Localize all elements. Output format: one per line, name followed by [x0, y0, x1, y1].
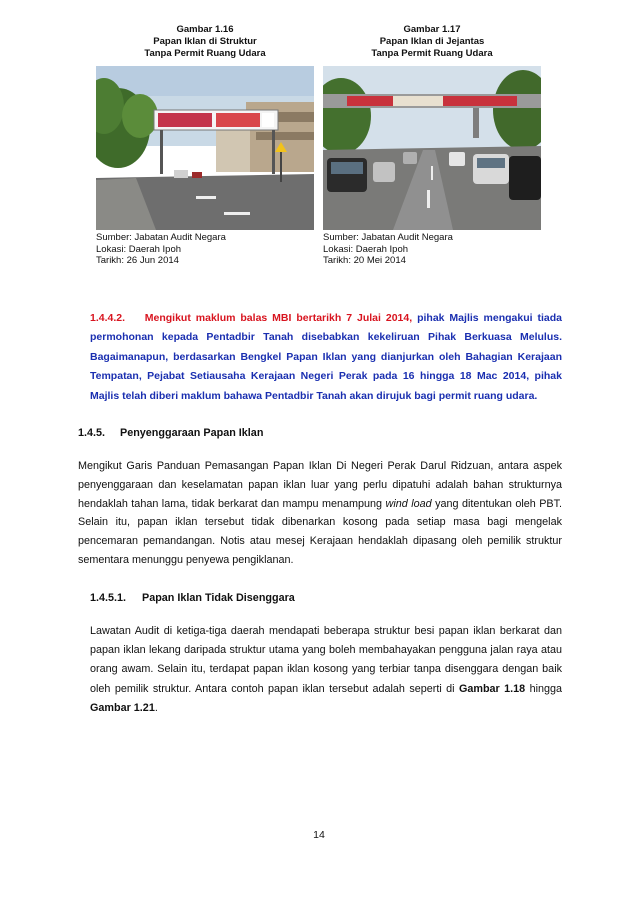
figure-1-17	[323, 24, 541, 267]
figure-title: Gambar 1.17	[403, 24, 461, 35]
subsection-title: Papan Iklan Tidak Disenggara	[142, 592, 295, 604]
source-line: Sumber: Jabatan Audit Negara	[96, 232, 226, 243]
subsection-paragraph	[90, 622, 562, 718]
figure-1-16	[96, 24, 314, 267]
paragraph-text: Lawatan Audit di ketiga-tiga daerah mendapati beberapa struktur besi papan iklan berkarat dan papan iklan lekang daripada struktur utama yang boleh membahayakan pengguna jalan raya atau orang awam. Selain itu, terdapat papan iklan kosong yang terbiar tanpa disenggara dengan baik oleh pemilik struktur. Antara contoh papan iklan tersebut adalah seperti di	[90, 625, 562, 695]
figure-reference: Gambar 1.21	[90, 701, 155, 714]
subsection-number: 1.4.5.1.	[90, 592, 127, 604]
audit-response-paragraph	[90, 309, 562, 406]
response-red-text: Mengikut maklum balas MBI bertarikh 7 Julai 2014,	[144, 312, 413, 324]
billboard-overpass-photo	[323, 66, 541, 230]
section-title: Penyenggaraan Papan Iklan	[120, 427, 264, 439]
paragraph-text: .	[154, 701, 158, 714]
section-number: 1.4.5.	[78, 427, 106, 439]
section-paragraph	[78, 457, 562, 570]
paragraph-italic-text: wind load	[385, 497, 432, 510]
figure-caption	[323, 24, 541, 60]
section-heading	[78, 427, 263, 439]
figure-reference: Gambar 1.18	[458, 682, 526, 695]
paragraph-text: yang ditentukan oleh PBT. Selain itu, papan iklan tersebut tidak dibenarkan kosong pada setiap masa bagi mengelak pencemaran pemandangan. Notis atau mesej Kerajaan hendaklah dipasang oleh pemilik struktur sementara menunggu penyewa pengiklanan.	[78, 497, 563, 566]
date-line: Tarikh: 20 Mei 2014	[323, 255, 406, 266]
response-blue-text: pihak Majlis mengakui tiada permohonan kepada Pentadbir Tanah disebabkan kekeliruan Pihak Berkuasa Melulus. Bagaimanapun, berdasarkan Bengkel Papan Iklan yang dianjurkan oleh Bahagian Kerajaan Tempatan, Pejabat Setiausaha Kerajaan Negeri Perak pada 16 hingga 18 Mac 2014, pihak Majlis telah diberi maklum bahawa Pentadbir Tanah akan dirujuk bagi permit ruang udara.	[90, 312, 562, 402]
figure-subtitle: Tanpa Permit Ruang Udara	[371, 48, 493, 59]
paragraph-text: hingga	[529, 682, 563, 695]
source-line: Sumber: Jabatan Audit Negara	[323, 232, 453, 243]
paragraph-number: 1.4.4.2.	[90, 312, 126, 324]
location-line: Lokasi: Daerah Ipoh	[96, 243, 182, 255]
figure-title: Gambar 1.16	[176, 24, 234, 35]
figure-subtitle: Tanpa Permit Ruang Udara	[144, 48, 266, 59]
figure-subtitle: Papan Iklan di Struktur	[153, 36, 257, 47]
figure-source	[96, 232, 314, 267]
figure-subtitle: Papan Iklan di Jejantas	[379, 36, 485, 47]
billboard-structure-photo	[96, 66, 314, 230]
page-number: 14	[313, 829, 325, 841]
date-line: Tarikh: 26 Jun 2014	[96, 255, 179, 266]
figure-caption	[96, 24, 314, 60]
location-line: Lokasi: Daerah Ipoh	[323, 243, 409, 255]
figure-source	[323, 232, 541, 267]
paragraph-text: Mengikut Garis Panduan Pemasangan Papan Iklan Di Negeri Perak Darul Ridzuan, antara aspek penyenggaraan dan keselamatan papan iklan luar yang perlu dipatuhi adalah bahan strukturnya hendaklah tahan lama, tidak berkarat dan mampu menampung	[78, 460, 562, 510]
subsection-heading	[90, 592, 295, 604]
